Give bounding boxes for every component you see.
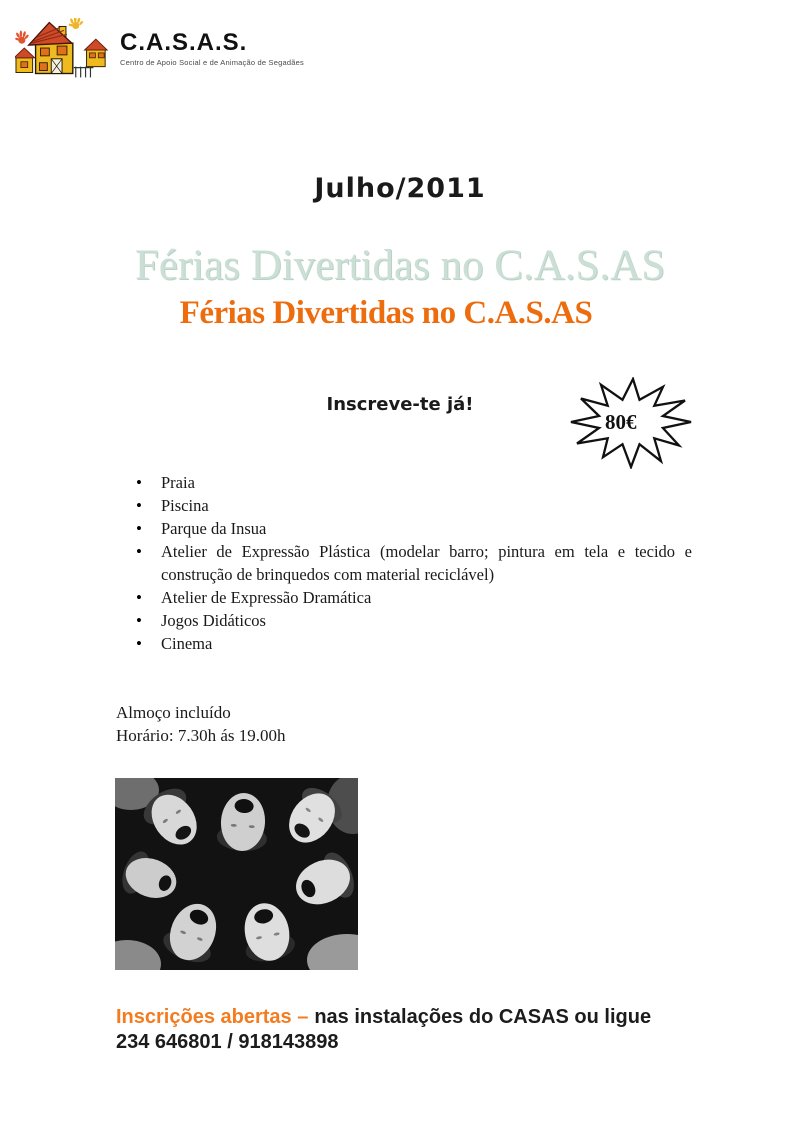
activity-item: • Jogos Didáticos [134,609,692,632]
footer-note [116,1005,716,1055]
activity-item: • Piscina [134,494,692,517]
wordart-back-title: Férias Divertidas no C.A.S.AS [134,242,666,289]
activity-item: • Cinema [134,632,692,655]
schedule-note: Horário: 7.30h ás 19.00h [116,726,286,745]
footer-highlight: Inscrições abertas – [116,1006,309,1028]
footer-rest: nas instalações do CASAS ou ligue [314,1006,652,1028]
main-house [29,23,73,74]
activities-list [134,471,692,655]
details-block [116,701,286,747]
activity-item: • Parque da Insua [134,517,692,540]
month-title: Julho/2011 [314,173,486,204]
logo-subtitle: Centro de Apoio Social e de Animação de Segadães [120,58,304,67]
wordart-front-title: Férias Divertidas no C.A.S.AS [179,295,593,331]
logo [15,18,304,80]
activity-item: • Atelier de Expressão Plástica (modelar barro; pintura em tela e tecido e construção de brinquedos com material reciclável) [134,540,692,586]
signup-cta: Inscreve-te já! [326,394,474,415]
red-handprint-icon [15,30,29,43]
footer-line1 [116,1005,716,1030]
fence-icon [74,67,94,78]
footer-phones: 234 646801 / 918143898 [116,1031,339,1053]
activity-item: • Atelier de Expressão Dramática [134,586,692,609]
small-house-right [85,39,108,66]
logo-text-block [120,31,304,67]
small-house-left [15,48,35,73]
houses-icon [15,18,113,80]
children-photo [115,778,358,970]
activity-item: • Praia [134,471,692,494]
lunch-note: Almoço incluído [116,703,231,722]
logo-title: C.A.S.A.S. [120,29,248,56]
price-starburst-icon [568,377,694,469]
price-label: 80€ [605,410,637,434]
yellow-handprint-icon [68,18,83,29]
